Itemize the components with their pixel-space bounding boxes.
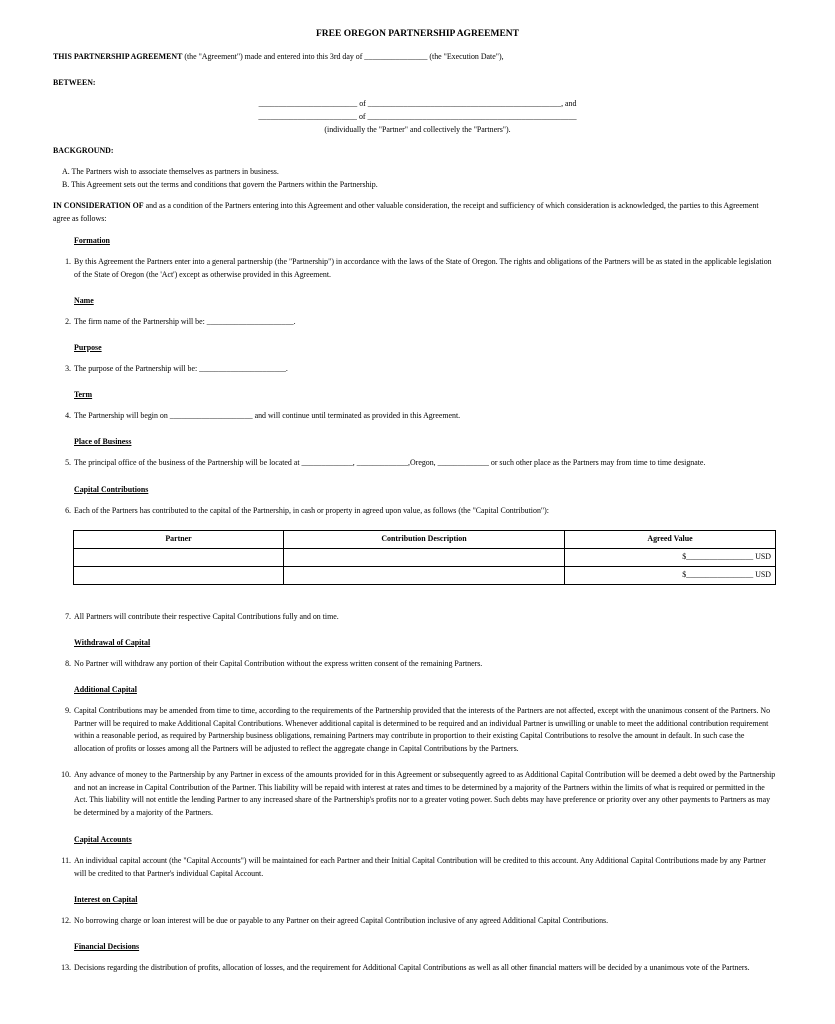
clause-number: 7. (65, 612, 71, 621)
agreed-value-cell[interactable]: $_________________ USD (565, 567, 776, 585)
list-item-text: This Agreement sets out the terms and conditions that govern the Partners within the Partnership. (71, 180, 378, 189)
column-header: Agreed Value (565, 531, 776, 549)
section-heading-additional-capital: Additional Capital (74, 685, 137, 694)
clause-number: 2. (65, 317, 71, 326)
consideration-bold: IN CONSIDERATION OF (53, 201, 144, 210)
clause-text: The Partnership will begin on _____________________ and will continue until terminated as provided in this Agreement. (74, 411, 461, 420)
clause-number: 12. (61, 916, 71, 925)
section-heading-formation: Formation (74, 236, 110, 245)
clause-number: 6. (65, 506, 71, 515)
column-header: Partner (74, 531, 284, 549)
description-cell[interactable] (284, 567, 565, 585)
clause-number: 3. (65, 364, 71, 373)
section-heading-withdrawal: Withdrawal of Capital (74, 638, 151, 647)
intro-bold: THIS PARTNERSHIP AGREEMENT (53, 52, 183, 61)
clause-text: No borrowing charge or loan interest will be due or payable to any Partner on their agreed Capital Contribution inclusive of any agreed Additional Capital Contributions. (74, 916, 609, 925)
list-marker: B. (62, 180, 70, 189)
table-row (74, 549, 776, 567)
section-heading-capital-contributions: Capital Contributions (74, 485, 149, 494)
clause-number: 11. (61, 856, 71, 865)
list-item-text: The Partners wish to associate themselves as partners in business. (71, 167, 279, 176)
party-line-1: _________________________ of _________________________________________________, and (258, 99, 577, 108)
clause-number: 8. (65, 659, 71, 668)
agreed-value-cell[interactable]: $_________________ USD (565, 549, 776, 567)
section-heading-purpose: Purpose (74, 343, 102, 352)
clause-text: An individual capital account (the "Capital Accounts") will be maintained for each Partner and their Initial Capital Contribution will be credited to this account. Any Additional Capital Contributions made by any Partner will be credited to that Partner's individual Capital Account. (74, 856, 766, 878)
clause-text: Any advance of money to the Partnership by any Partner in excess of the amounts provided for in this Agreement or subsequently agreed to as Additional Capital Contribution will be deemed a debt owed by the Partnership and not an increase in Capital Contribution of the Partner. This liability will be repaid with interest at rates and times to be determined by a majority of the Partners within the limits of what is required or permitted in the Act. This liability will not entitle the lending Partner to any increased share of the Partnership's profits nor to a greater voting power. Such debts may have preference or priority over any other payments to Partners as may be determined by a majority of the Partners. (74, 770, 776, 817)
description-cell[interactable] (284, 549, 565, 567)
section-heading-place: Place of Business (74, 437, 132, 446)
clause-text: Capital Contributions may be amended from time to time, according to the requirements of the Partnership provided that the interests of the Partners are not affected, except with the unanimous consent of the Partners. No Partner will be required to make Additional Capital Contributions. Whenever additional capital is determined to be required and an individual Partner is unwilling or unable to meet the additional contribution requirement within a reasonable period, as required by Partnership business obligations, remaining Partners may contribute in proportion to their existing Capital Contributions to resolve the amount in default. In such case the allocation of profits or losses among all the Partners will be adjusted to reflect the aggregate change in Capital Contributions by the Partners. (74, 706, 771, 753)
clause-text: Each of the Partners has contributed to the capital of the Partnership, in cash or property in agreed upon value, as follows (the "Capital Contribution"): (74, 506, 549, 515)
document-title: FREE OREGON PARTNERSHIP AGREEMENT (316, 29, 519, 39)
column-header: Contribution Description (284, 531, 565, 549)
section-heading-interest: Interest on Capital (74, 895, 138, 904)
clause-text: By this Agreement the Partners enter into a general partnership (the "Partnership") in accordance with the laws of the State of Oregon. The rights and obligations of the Partners will be as stated in the applicable legislation of the State of Oregon (the 'Act') except as otherwise provided in this Agreement. (74, 257, 772, 279)
between-heading: BETWEEN: (53, 78, 96, 87)
clause-number: 13. (61, 963, 71, 972)
partner-cell[interactable] (74, 549, 284, 567)
clause-number: 10. (61, 770, 71, 779)
capital-contribution-table (73, 530, 776, 585)
party-note: (individually the "Partner" and collectively the "Partners"). (324, 125, 511, 134)
intro-paragraph (53, 51, 793, 64)
table-header-row (74, 531, 776, 549)
consideration-text: and as a condition of the Partners entering into this Agreement and other valuable consideration, the receipt and sufficiency of which consideration is acknowledged, the parties to this Agreement agree as follows: (53, 201, 759, 223)
clause-text: The firm name of the Partnership will be: ______________________. (74, 317, 296, 326)
clause-text: All Partners will contribute their respective Capital Contributions fully and on time. (74, 612, 339, 621)
list-marker: A. (62, 167, 70, 176)
background-item (62, 179, 378, 192)
background-heading: BACKGROUND: (53, 146, 114, 155)
clause-number: 1. (65, 257, 71, 266)
clause-number: 4. (65, 411, 71, 420)
table-row (74, 567, 776, 585)
party-line-2: _________________________ of _____________________________________________________ (258, 112, 577, 121)
section-heading-term: Term (74, 390, 93, 399)
clause-text: The purpose of the Partnership will be: ______________________. (74, 364, 288, 373)
clause-number: 5. (65, 458, 71, 467)
consideration-paragraph (53, 200, 773, 225)
intro-text: (the "Agreement") made and entered into this 3rd day of ________________ (the "Execution Date"), (182, 52, 504, 61)
clause-text: Decisions regarding the distribution of profits, allocation of losses, and the requirement for Additional Capital Contributions as well as all other financial matters will be decided by a unanimous vote of the Partners. (74, 963, 750, 972)
section-heading-name: Name (74, 296, 94, 305)
section-heading-financial: Financial Decisions (74, 942, 140, 951)
clause-number: 9. (65, 706, 71, 715)
clause-text: No Partner will withdraw any portion of their Capital Contribution without the express written consent of the remaining Partners. (74, 659, 483, 668)
partner-cell[interactable] (74, 567, 284, 585)
clause-text: The principal office of the business of the Partnership will be located at _____________, _____________,Oregon, _____________ or such other place as the Partners may from time to time designate. (74, 458, 706, 467)
background-item (62, 166, 279, 179)
section-heading-capital-accounts: Capital Accounts (74, 835, 132, 844)
